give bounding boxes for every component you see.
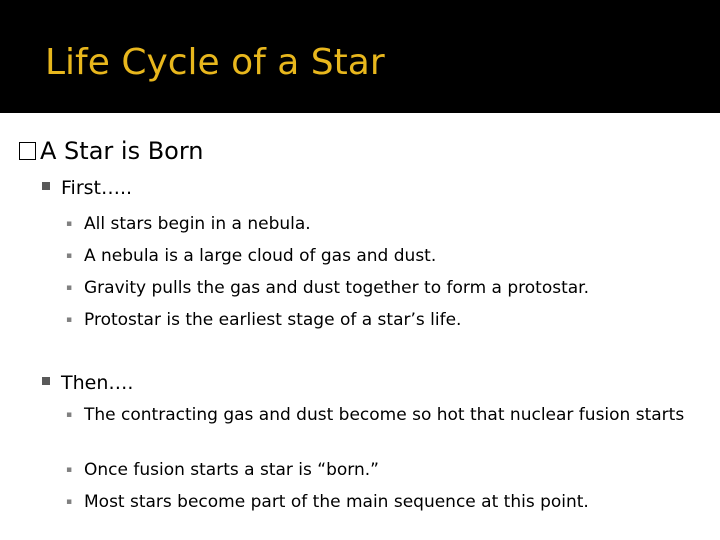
list-item-text: Gravity pulls the gas and dust together to form a protostar. xyxy=(84,278,590,298)
list-item xyxy=(66,308,716,332)
missing-glyph-box-icon xyxy=(19,142,36,160)
list-item-text: All stars begin in a nebula. xyxy=(84,214,311,234)
main-heading-text: A Star is Born xyxy=(40,137,204,165)
small-square-bullet-icon: ▪ xyxy=(66,497,73,507)
list-item-text: The contracting gas and dust become so hot that nuclear fusion starts xyxy=(84,405,685,425)
section-then xyxy=(42,370,133,396)
square-bullet-icon xyxy=(42,182,50,190)
small-square-bullet-icon: ▪ xyxy=(66,315,73,325)
small-square-bullet-icon: ▪ xyxy=(66,410,73,420)
small-square-bullet-icon: ▪ xyxy=(66,219,73,229)
title-bar xyxy=(0,0,720,113)
list-item xyxy=(66,244,716,268)
slide-title: Life Cycle of a Star xyxy=(45,42,385,83)
small-square-bullet-icon: ▪ xyxy=(66,251,73,261)
section-first xyxy=(42,175,132,201)
list-item xyxy=(66,212,716,236)
list-item xyxy=(66,276,716,300)
square-bullet-icon xyxy=(42,377,50,385)
list-item xyxy=(66,490,716,514)
list-item-text: Most stars become part of the main sequence at this point. xyxy=(84,492,589,512)
small-square-bullet-icon: ▪ xyxy=(66,465,73,475)
main-heading xyxy=(19,136,204,166)
section-then-label: Then…. xyxy=(61,372,134,394)
section-first-label: First….. xyxy=(61,177,133,199)
list-item-text: Protostar is the earliest stage of a star’s life. xyxy=(84,310,462,330)
list-item-text: Once fusion starts a star is “born.” xyxy=(84,460,379,480)
small-square-bullet-icon: ▪ xyxy=(66,283,73,293)
list-item xyxy=(66,458,716,482)
list-item-text: A nebula is a large cloud of gas and dust. xyxy=(84,246,437,266)
list-item xyxy=(66,403,716,427)
